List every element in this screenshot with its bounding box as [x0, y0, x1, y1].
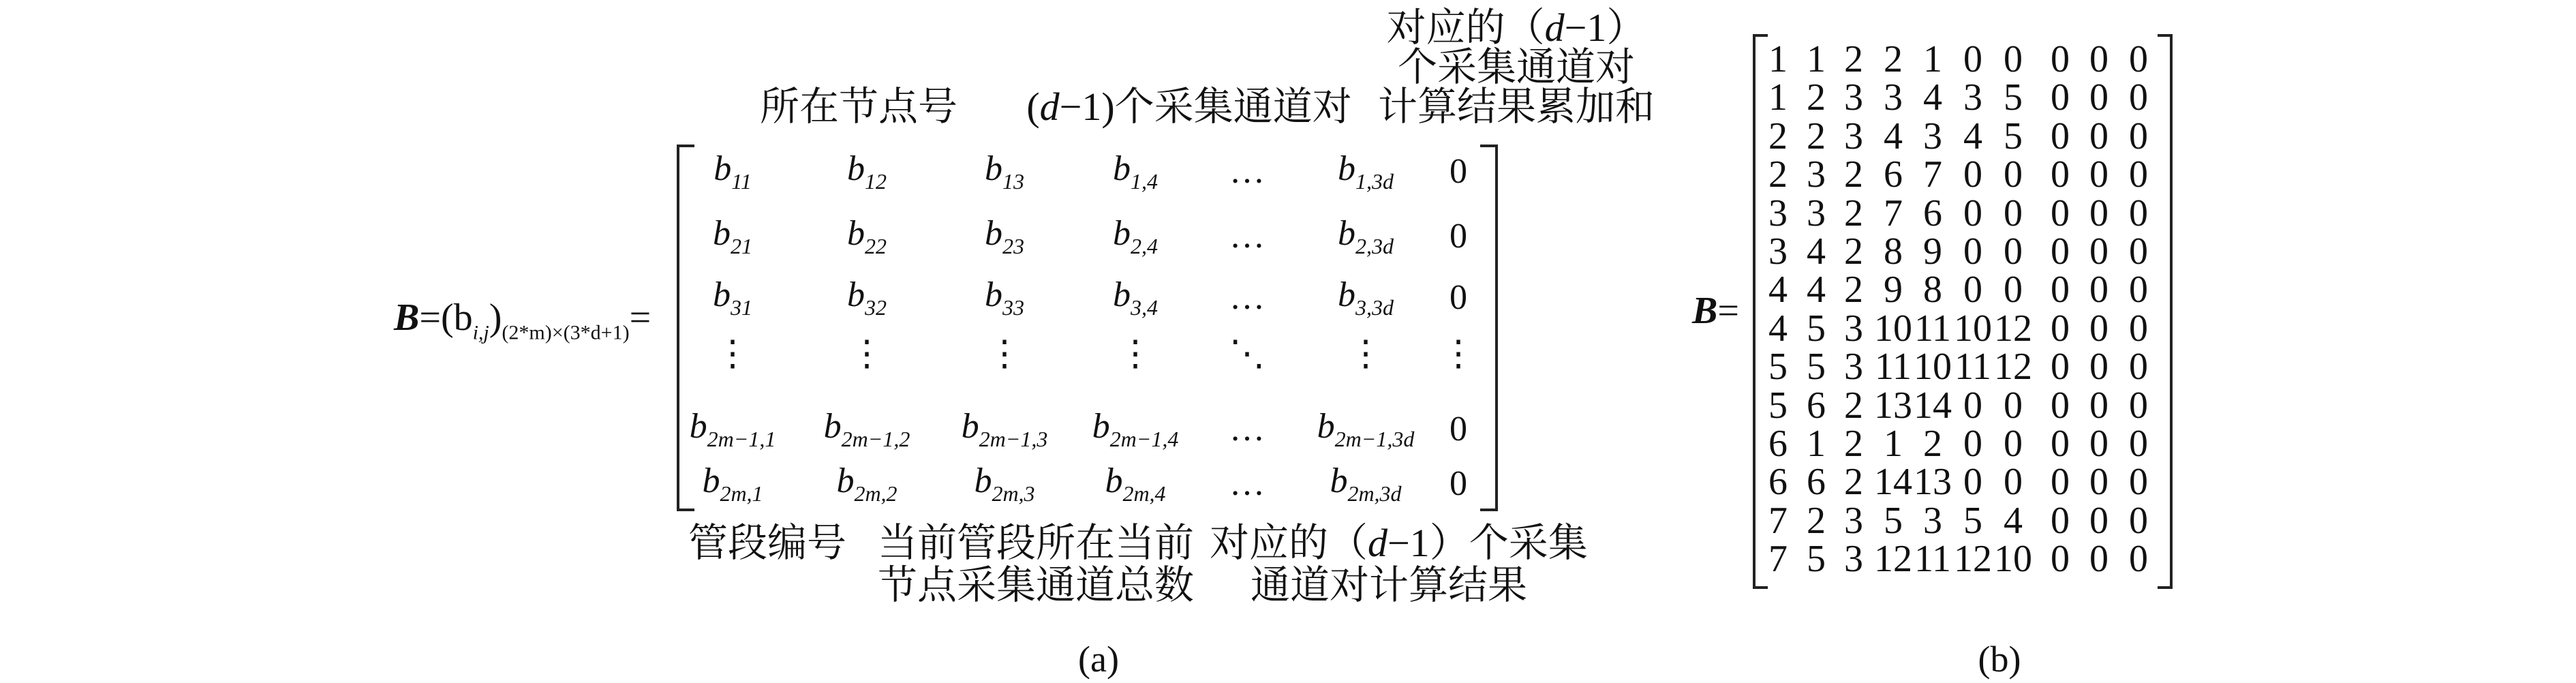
matrix-b-cell-r3-c1: 2: [1768, 115, 1788, 157]
matrix-b-cell-r13-c10: 0: [2129, 499, 2148, 542]
matrix-b-cell-r13-c7: 4: [2004, 499, 2023, 542]
equation-sub-ij: i,j: [472, 321, 489, 344]
label-sum-line3: 计算结果累加和: [1377, 85, 1655, 129]
matrix-a-cell-r4-c5: ⋱: [1229, 335, 1265, 374]
matrix-b-cell-r1-c7: 0: [2004, 38, 2023, 80]
matrix-a-cell-r6-c1: $b_{2m,1}$: [702, 461, 763, 506]
matrix-a-cell-r3-c2: $b_{32}$: [847, 275, 887, 320]
label-channel-count-line1: 当前管段所在当前: [878, 521, 1195, 565]
matrix-b-cell-r2-c10: 0: [2129, 76, 2148, 119]
matrix-b-cell-r11-c9: 0: [2089, 423, 2109, 465]
matrix-b-cell-r3-c9: 0: [2089, 115, 2109, 157]
matrix-b-cell-r8-c5: 11: [1914, 307, 1951, 350]
matrix-b-cell-r11-c5: 2: [1923, 423, 1942, 465]
matrix-b-cell-r12-c2: 6: [1807, 461, 1826, 504]
matrix-b-cell-r4-c3: 2: [1844, 153, 1863, 196]
matrix-b-cell-r5-c3: 2: [1844, 192, 1863, 234]
matrix-b-cell-r1-c2: 1: [1807, 38, 1826, 80]
label-result-line1: [1210, 523, 1588, 563]
matrix-b-cell-r12-c1: 6: [1768, 461, 1788, 504]
matrix-a-cell-r6-c4: $b_{2m,4}$: [1105, 461, 1166, 506]
label-segment-number: 管段编号: [688, 521, 847, 565]
matrix-b-cell-r5-c10: 0: [2129, 192, 2148, 234]
matrix-b-cell-r9-c4: 11: [1875, 346, 1912, 389]
label-result-line2: 通道对计算结果: [1251, 563, 1528, 607]
matrix-b-cell-r1-c5: 1: [1923, 38, 1942, 80]
label-channel-pairs-pre: (: [1026, 85, 1040, 129]
matrix-a-cell-r3-c3: $b_{33}$: [985, 275, 1024, 320]
matrix-b-cell-r10-c4: 13: [1874, 384, 1912, 427]
matrix-a-cell-r5-c5: …: [1229, 410, 1265, 449]
matrix-b-cell-r3-c8: 0: [2051, 115, 2070, 157]
matrix-b-cell-r13-c2: 2: [1807, 499, 1826, 542]
label-sum-d: d: [1544, 5, 1565, 50]
matrix-a-cell-r6-c2: $b_{2m,2}$: [836, 461, 898, 506]
matrix-b-cell-r8-c7: 12: [1994, 307, 2032, 350]
matrix-b-cell-r2-c5: 4: [1923, 76, 1942, 119]
matrix-a-cell-r6-c3: $b_{2m,3}$: [974, 461, 1035, 506]
matrix-b-cell-r2-c2: 2: [1807, 76, 1826, 119]
matrix-b-cell-r1-c8: 0: [2051, 38, 2070, 80]
matrix-b-cell-r7-c8: 0: [2051, 269, 2070, 312]
matrix-b-cell-r8-c8: 0: [2051, 307, 2070, 350]
matrix-b-right-bracket: [2158, 34, 2173, 589]
matrix-b-cell-r14-c1: 7: [1768, 538, 1788, 581]
matrix-a-left-bracket: [677, 145, 694, 511]
matrix-b-cell-r5-c5: 6: [1923, 192, 1942, 234]
matrix-b-cell-r4-c8: 0: [2051, 153, 2070, 196]
matrix-b-cell-r6-c9: 0: [2089, 230, 2109, 273]
matrix-b-cell-r3-c7: 5: [2004, 115, 2023, 157]
label-sum-line2: 个采集通道对: [1397, 45, 1636, 89]
equation-lhs-a: [394, 299, 651, 344]
matrix-b-cell-r1-c1: 1: [1768, 38, 1788, 80]
label-channel-pairs-post: −1)个采集通道对: [1059, 85, 1352, 129]
matrix-a-cell-r1-c5: …: [1229, 152, 1265, 191]
matrix-b-cell-r9-c10: 0: [2129, 346, 2148, 389]
matrix-a-cell-r1-c1: $b_{11}$: [714, 149, 752, 194]
matrix-a-cell-r4-c3: ⋮: [987, 335, 1022, 374]
matrix-b-cell-r11-c10: 0: [2129, 423, 2148, 465]
matrix-a-cell-r2-c1: $b_{21}$: [713, 214, 752, 258]
matrix-b-cell-r9-c9: 0: [2089, 346, 2109, 389]
matrix-a-cell-r2-c7: 0: [1450, 217, 1467, 256]
matrix-b-cell-r5-c4: 7: [1884, 192, 1903, 234]
matrix-b-cell-r13-c9: 0: [2089, 499, 2109, 542]
matrix-a-cell-r1-c2: $b_{12}$: [847, 149, 887, 194]
panel-a-label: (a): [1078, 639, 1119, 680]
matrix-b-cell-r7-c3: 2: [1844, 269, 1863, 312]
matrix-b-cell-r2-c3: 3: [1844, 76, 1863, 119]
matrix-b-cell-r9-c5: 10: [1914, 346, 1952, 389]
matrix-b-cell-r11-c1: 6: [1768, 423, 1788, 465]
matrix-a-cell-r5-c3: $b_{2m-1,3}$: [961, 407, 1048, 451]
matrix-b-cell-r6-c2: 4: [1807, 230, 1826, 273]
matrix-b-cell-r10-c7: 0: [2004, 384, 2023, 427]
matrix-b-cell-r6-c10: 0: [2129, 230, 2148, 273]
matrix-b-cell-r7-c5: 8: [1923, 269, 1942, 312]
matrix-a-cell-r6-c6: $b_{2m,3d}$: [1330, 461, 1402, 506]
matrix-b-cell-r13-c1: 7: [1768, 499, 1788, 542]
matrix-b-cell-r7-c1: 4: [1768, 269, 1788, 312]
matrix-b-cell-r2-c8: 0: [2051, 76, 2070, 119]
matrix-b-cell-r6-c6: 0: [1963, 230, 1982, 273]
matrix-b-cell-r13-c3: 3: [1844, 499, 1863, 542]
matrix-b-cell-r5-c8: 0: [2051, 192, 2070, 234]
matrix-a-right-bracket: [1480, 145, 1498, 511]
matrix-a-cell-r3-c1: $b_{31}$: [713, 275, 752, 320]
matrix-b-cell-r3-c6: 4: [1963, 115, 1982, 157]
matrix-b-cell-r12-c4: 14: [1874, 461, 1912, 504]
matrix-b-cell-r8-c1: 4: [1768, 307, 1788, 350]
matrix-b-cell-r4-c4: 6: [1884, 153, 1903, 196]
matrix-b-cell-r9-c2: 5: [1807, 346, 1826, 389]
equation-sub-dim: (2*m)×(3*d+1): [502, 321, 630, 344]
matrix-b-cell-r11-c2: 1: [1807, 423, 1826, 465]
matrix-b-cell-r8-c3: 3: [1844, 307, 1863, 350]
matrix-b-cell-r14-c8: 0: [2051, 538, 2070, 581]
matrix-b-cell-r4-c10: 0: [2129, 153, 2148, 196]
matrix-a-cell-r3-c5: …: [1229, 278, 1265, 317]
matrix-b-cell-r11-c7: 0: [2004, 423, 2023, 465]
matrix-b-cell-r6-c4: 8: [1884, 230, 1903, 273]
matrix-b-cell-r8-c4: 10: [1874, 307, 1912, 350]
matrix-b-cell-r10-c1: 5: [1768, 384, 1788, 427]
label-result-post: −1）个采集: [1387, 521, 1588, 565]
matrix-b-cell-r5-c6: 0: [1963, 192, 1982, 234]
label-node-number: 所在节点号: [759, 85, 958, 129]
matrix-a-cell-r4-c1: ⋮: [715, 335, 750, 374]
matrix-b-cell-r9-c8: 0: [2051, 346, 2070, 389]
matrix-a-cell-r4-c2: ⋮: [849, 335, 885, 374]
matrix-a-cell-r5-c4: $b_{2m-1,4}$: [1092, 407, 1179, 451]
matrix-a-cell-r5-c1: $b_{2m-1,1}$: [689, 407, 776, 451]
matrix-b-cell-r5-c1: 3: [1768, 192, 1788, 234]
matrix-b-cell-r3-c4: 4: [1884, 115, 1903, 157]
matrix-a-cell-r3-c4: $b_{3,4}$: [1113, 275, 1158, 320]
matrix-b-cell-r1-c4: 2: [1884, 38, 1903, 80]
matrix-b-cell-r4-c1: 2: [1768, 153, 1788, 196]
matrix-a-cell-r2-c3: $b_{23}$: [985, 214, 1024, 258]
matrix-a-cell-r4-c4: ⋮: [1118, 335, 1153, 374]
matrix-symbol-b2: B: [1692, 290, 1718, 332]
matrix-b-cell-r10-c6: 0: [1963, 384, 1982, 427]
matrix-b-cell-r5-c2: 3: [1807, 192, 1826, 234]
matrix-b-cell-r1-c6: 0: [1963, 38, 1982, 80]
matrix-b-cell-r9-c3: 3: [1844, 346, 1863, 389]
matrix-a-cell-r6-c7: 0: [1450, 464, 1467, 503]
matrix-b-cell-r12-c7: 0: [2004, 461, 2023, 504]
matrix-b-cell-r14-c9: 0: [2089, 538, 2109, 581]
matrix-a-cell-r1-c6: $b_{1,3d}$: [1338, 149, 1394, 194]
matrix-b-cell-r6-c5: 9: [1923, 230, 1942, 273]
matrix-a-cell-r4-c6: ⋮: [1348, 335, 1383, 374]
matrix-b-cell-r8-c9: 0: [2089, 307, 2109, 350]
label-sum-pre: 对应的（: [1386, 5, 1545, 50]
matrix-b-cell-r4-c5: 7: [1923, 153, 1942, 196]
matrix-b-cell-r8-c2: 5: [1807, 307, 1826, 350]
equation-equals-b: =: [1717, 290, 1739, 332]
matrix-b-cell-r14-c4: 12: [1874, 538, 1912, 581]
matrix-b-cell-r4-c9: 0: [2089, 153, 2109, 196]
matrix-b-left-bracket: [1753, 34, 1768, 589]
panel-b-label: (b): [1978, 639, 2021, 680]
matrix-b-cell-r6-c1: 3: [1768, 230, 1788, 273]
matrix-b-cell-r1-c3: 2: [1844, 38, 1863, 80]
label-result-d: d: [1368, 521, 1388, 565]
matrix-b-cell-r14-c10: 0: [2129, 538, 2148, 581]
matrix-b-cell-r6-c3: 2: [1844, 230, 1863, 273]
matrix-b-cell-r9-c7: 12: [1994, 346, 2032, 389]
equation-equals: =: [629, 297, 651, 339]
matrix-a-cell-r3-c7: 0: [1450, 278, 1467, 317]
matrix-b-cell-r11-c4: 1: [1884, 423, 1903, 465]
matrix-a-cell-r1-c3: $b_{13}$: [985, 149, 1024, 194]
matrix-b-cell-r11-c6: 0: [1963, 423, 1982, 465]
matrix-a-cell-r2-c4: $b_{2,4}$: [1113, 214, 1158, 258]
matrix-b-cell-r3-c10: 0: [2129, 115, 2148, 157]
matrix-b-cell-r3-c2: 2: [1807, 115, 1826, 157]
matrix-a-cell-r5-c6: $b_{2m-1,3d}$: [1317, 407, 1415, 451]
matrix-b-cell-r13-c5: 3: [1923, 499, 1942, 542]
matrix-b-cell-r12-c5: 13: [1914, 461, 1952, 504]
matrix-a-cell-r2-c2: $b_{22}$: [847, 214, 887, 258]
matrix-b-cell-r6-c7: 0: [2004, 230, 2023, 273]
matrix-b-cell-r10-c8: 0: [2051, 384, 2070, 427]
matrix-b-cell-r10-c10: 0: [2129, 384, 2148, 427]
matrix-a-cell-r4-c7: ⋮: [1441, 335, 1476, 374]
matrix-b-cell-r12-c6: 0: [1963, 461, 1982, 504]
matrix-b-cell-r11-c3: 2: [1844, 423, 1863, 465]
matrix-b-cell-r13-c6: 5: [1963, 499, 1982, 542]
label-channel-count-line2: 节点采集通道总数: [878, 563, 1195, 607]
matrix-a-cell-r2-c6: $b_{2,3d}$: [1338, 214, 1394, 258]
matrix-b-cell-r5-c7: 0: [2004, 192, 2023, 234]
matrix-a-cell-r1-c4: $b_{1,4}$: [1113, 149, 1158, 194]
matrix-b-cell-r12-c9: 0: [2089, 461, 2109, 504]
matrix-a-cell-r3-c6: $b_{3,3d}$: [1338, 275, 1394, 320]
matrix-b-cell-r14-c3: 3: [1844, 538, 1863, 581]
matrix-b-cell-r12-c10: 0: [2129, 461, 2148, 504]
matrix-b-cell-r7-c2: 4: [1807, 269, 1826, 312]
matrix-b-cell-r10-c2: 6: [1807, 384, 1826, 427]
matrix-b-cell-r14-c7: 10: [1994, 538, 2032, 581]
matrix-b-cell-r2-c6: 3: [1963, 76, 1982, 119]
label-sum-post: −1）: [1564, 5, 1646, 50]
matrix-b-cell-r2-c4: 3: [1884, 76, 1903, 119]
matrix-b-cell-r7-c7: 0: [2004, 269, 2023, 312]
matrix-b-cell-r11-c8: 0: [2051, 423, 2070, 465]
matrix-b-cell-r10-c9: 0: [2089, 384, 2109, 427]
matrix-b-cell-r7-c6: 0: [1963, 269, 1982, 312]
matrix-b-cell-r13-c8: 0: [2051, 499, 2070, 542]
equation-close: ): [489, 297, 502, 339]
matrix-b-cell-r14-c5: 11: [1914, 538, 1951, 581]
matrix-b-cell-r8-c10: 0: [2129, 307, 2148, 350]
matrix-b-cell-r1-c10: 0: [2129, 38, 2148, 80]
matrix-b-cell-r9-c1: 5: [1768, 346, 1788, 389]
matrix-b-cell-r2-c9: 0: [2089, 76, 2109, 119]
matrix-b-cell-r2-c7: 5: [2004, 76, 2023, 119]
matrix-b-cell-r13-c4: 5: [1884, 499, 1903, 542]
equation-lhs-b: [1692, 292, 1739, 330]
matrix-b-cell-r1-c9: 0: [2089, 38, 2109, 80]
matrix-b-cell-r3-c5: 3: [1923, 115, 1942, 157]
matrix-a-cell-r6-c5: …: [1229, 464, 1265, 503]
matrix-b-cell-r5-c9: 0: [2089, 192, 2109, 234]
matrix-a-cell-r1-c7: 0: [1450, 152, 1467, 191]
matrix-b-cell-r4-c2: 3: [1807, 153, 1826, 196]
matrix-b-cell-r2-c1: 1: [1768, 76, 1788, 119]
matrix-b-cell-r4-c7: 0: [2004, 153, 2023, 196]
label-sum-line1: [1386, 5, 1646, 50]
label-channel-pairs-d: d: [1039, 85, 1060, 129]
equation-open: =(b: [419, 297, 473, 339]
matrix-b-cell-r4-c6: 0: [1963, 153, 1982, 196]
matrix-b-cell-r8-c6: 10: [1954, 307, 1992, 350]
matrix-b-cell-r7-c4: 9: [1884, 269, 1903, 312]
matrix-b-cell-r14-c2: 5: [1807, 538, 1826, 581]
matrix-b-cell-r9-c6: 11: [1954, 346, 1991, 389]
matrix-b-cell-r10-c3: 2: [1844, 384, 1863, 427]
matrix-a-cell-r2-c5: …: [1229, 217, 1265, 256]
matrix-b-cell-r6-c8: 0: [2051, 230, 2070, 273]
label-channel-pairs: [1026, 87, 1351, 127]
matrix-b-cell-r3-c3: 3: [1844, 115, 1863, 157]
matrix-symbol-b: B: [394, 297, 420, 339]
matrix-b-cell-r7-c10: 0: [2129, 269, 2148, 312]
matrix-b-cell-r12-c3: 2: [1844, 461, 1863, 504]
matrix-b-cell-r12-c8: 0: [2051, 461, 2070, 504]
matrix-a-cell-r5-c2: $b_{2m-1,2}$: [823, 407, 910, 451]
matrix-a-cell-r5-c7: 0: [1450, 410, 1467, 449]
matrix-b-cell-r10-c5: 14: [1914, 384, 1952, 427]
matrix-b-cell-r14-c6: 12: [1954, 538, 1992, 581]
label-result-pre: 对应的（: [1210, 521, 1368, 565]
matrix-b-cell-r7-c9: 0: [2089, 269, 2109, 312]
